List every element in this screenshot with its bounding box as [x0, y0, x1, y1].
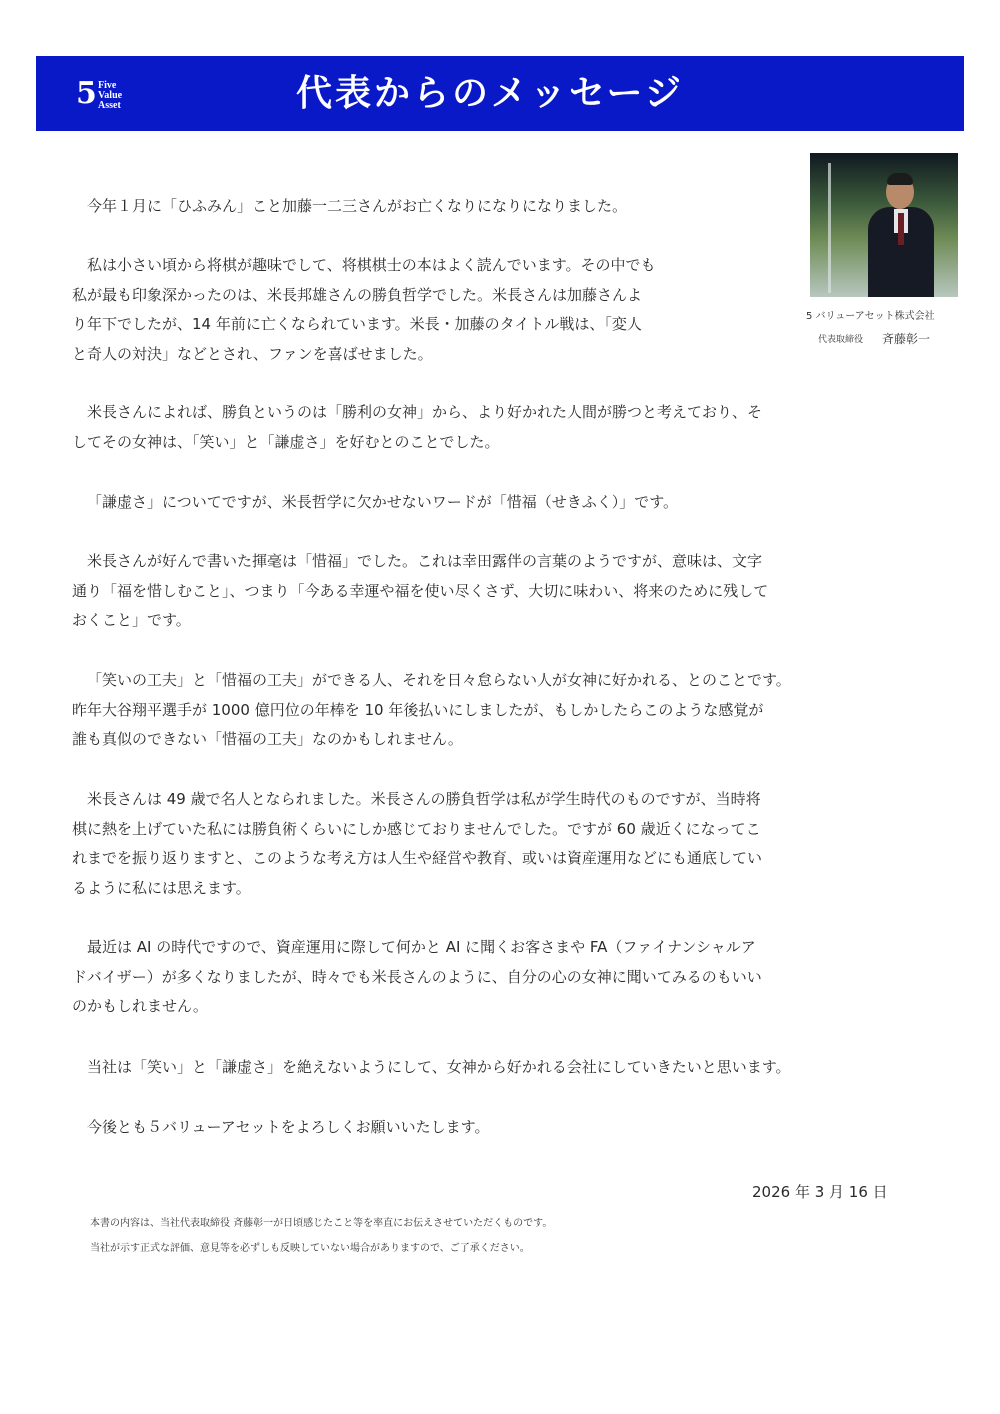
disclaimer-line-1: 本書の内容は、当社代表取締役 斉藤彰一が日頃感じたこと等を率直にお伝えさせていただくものです。	[90, 1218, 553, 1229]
paragraph-9: 当社は「笑い」と「謙虚さ」を絶えないようにして、女神から好かれる会社にしていきたいと思います。	[87, 1058, 791, 1076]
logo-word-asset: Asset	[98, 100, 121, 111]
document-date: 2026 年 3 月 16 日	[752, 1183, 888, 1201]
paragraph-6: 「笑いの工夫」と「惜福の工夫」ができる人、それを日々怠らない人が女神に好かれる、とのことです。 昨年大谷翔平選手が 1000 億円位の年棒を 10 年後払いにしましたが、もしかしたらこのような感覚が 誰も真似のできない「惜福の工夫」なのかもしれません。	[72, 671, 791, 748]
paragraph-3: 米長さんによれば、勝負というのは「勝利の女神」から、より好かれた人間が勝つと考えており、そ してその女神は、「笑い」と「謙虚さ」を好むとのことでした。	[72, 403, 763, 451]
paragraph-8: 最近は AI の時代ですので、資産運用に際して何かと AI に聞くお客さまや FA（ファイナンシャルア ドバイザー）が多くなりましたが、時々でも米長さんのように、自分の心の女神に聞いてみるのもいい のかもしれません。	[72, 938, 762, 1015]
photo-caption-role: 代表取締役	[818, 335, 864, 345]
disclaimer-line-2: 当社が示す正式な評価、意見等を必ずしも反映していない場合がありますので、ご了承ください。	[90, 1243, 530, 1254]
logo-word-five: Five	[98, 80, 117, 91]
company-logo	[76, 78, 146, 114]
photo-caption-name: 斉藤彰一	[882, 332, 931, 346]
photo-caption-company: 5 バリューアセット株式会社	[806, 311, 935, 322]
paragraph-7: 米長さんは 49 歳で名人となられました。米長さんの勝負哲学は私が学生時代のものですが、当時将 棋に熱を上げていた私には勝負術くらいにしか感じておりませんでした。ですが 60 歳近くになってこ れまでを振り返りますと、このような考え方は人生や経営や教育、或いは資産運用などにも通底してい るように私には思えます。	[72, 790, 763, 897]
logo-words	[98, 81, 122, 111]
header-banner	[36, 56, 964, 131]
logo-word-value: Value	[98, 90, 123, 101]
paragraph-5: 米長さんが好んで書いた揮毫は「惜福」でした。これは幸田露伴の言葉のようですが、意味は、文字 通り「福を惜しむこと」、つまり「今ある幸運や福を使い尽くさず、大切に味わい、将来のために残して おくこと」です。	[72, 552, 769, 629]
page-title: 代表からのメッセージ	[296, 73, 684, 114]
logo-number: 5	[76, 76, 97, 111]
paragraph-2: 私は小さい頃から将棋が趣味でして、将棋棋士の本はよく読んでいます。その中でも 私が最も印象深かったのは、米長邦雄さんの勝負哲学でした。米長さんは加藤さんよ り年下でしたが、14 年前に亡くなられています。米長・加藤のタイトル戦は、「変人 と奇人の対決」などとされ、ファンを喜ばせました。	[72, 256, 656, 363]
paragraph-10: 今後とも５バリューアセットをよろしくお願いいたします。	[87, 1118, 490, 1136]
paragraph-1: 今年１月に「ひふみん」こと加藤一二三さんがお亡くなりになりになりました。	[87, 197, 628, 215]
ceo-photo	[810, 153, 958, 297]
paragraph-4: 「謙虚さ」についてですが、米長哲学に欠かせないワードが「惜福（せきふく）」です。	[87, 493, 679, 511]
